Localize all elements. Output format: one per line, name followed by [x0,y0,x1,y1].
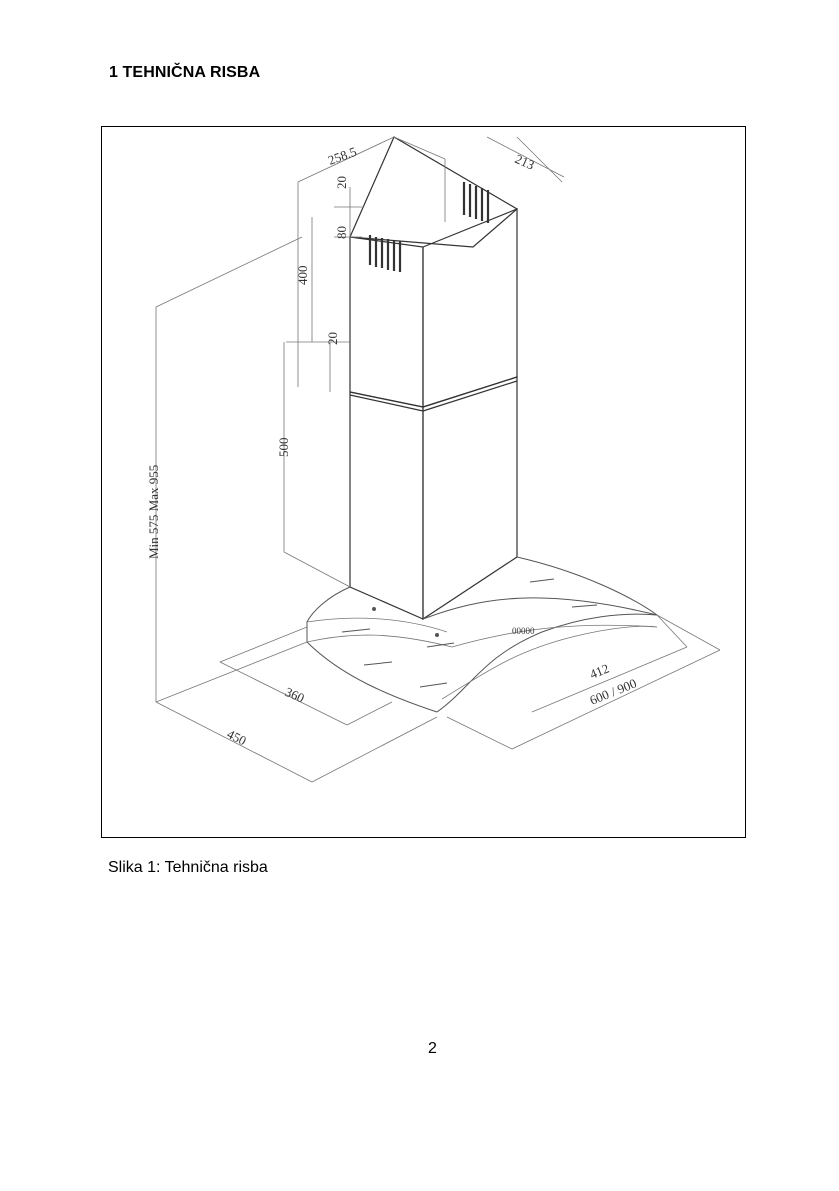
dim-canopy-depth: 412 [587,660,612,682]
control-panel-label: 00000 [512,626,535,636]
dim-upper-chimney-height: 400 [295,265,310,285]
technical-drawing-frame [101,126,746,838]
dim-vent-offset: 80 [334,226,349,239]
section-heading: 1 TEHNIČNA RISBA [109,64,261,81]
page-number: 2 [428,1040,437,1057]
lower-chimney [350,377,517,619]
dim-lower-chimney-height: 500 [276,437,291,457]
dim-hood-depth: 450 [224,726,249,749]
dim-chimney-width: 258.5 [325,143,359,168]
upper-chimney [350,137,517,407]
dim-top-gap: 20 [334,176,349,189]
dim-chimney-depth: 213 [512,151,537,173]
dimension-labels [146,144,639,749]
dim-total-height: Min 575 Max 955 [146,464,161,559]
figure-caption: Slika 1: Tehnična risba [108,859,268,876]
dim-joint-gap: 20 [325,332,340,345]
dim-hood-width: 600 / 900 [587,675,639,708]
vent-grille-right [464,182,488,223]
dim-glass-depth: 360 [282,684,307,706]
technical-drawing [102,127,746,838]
